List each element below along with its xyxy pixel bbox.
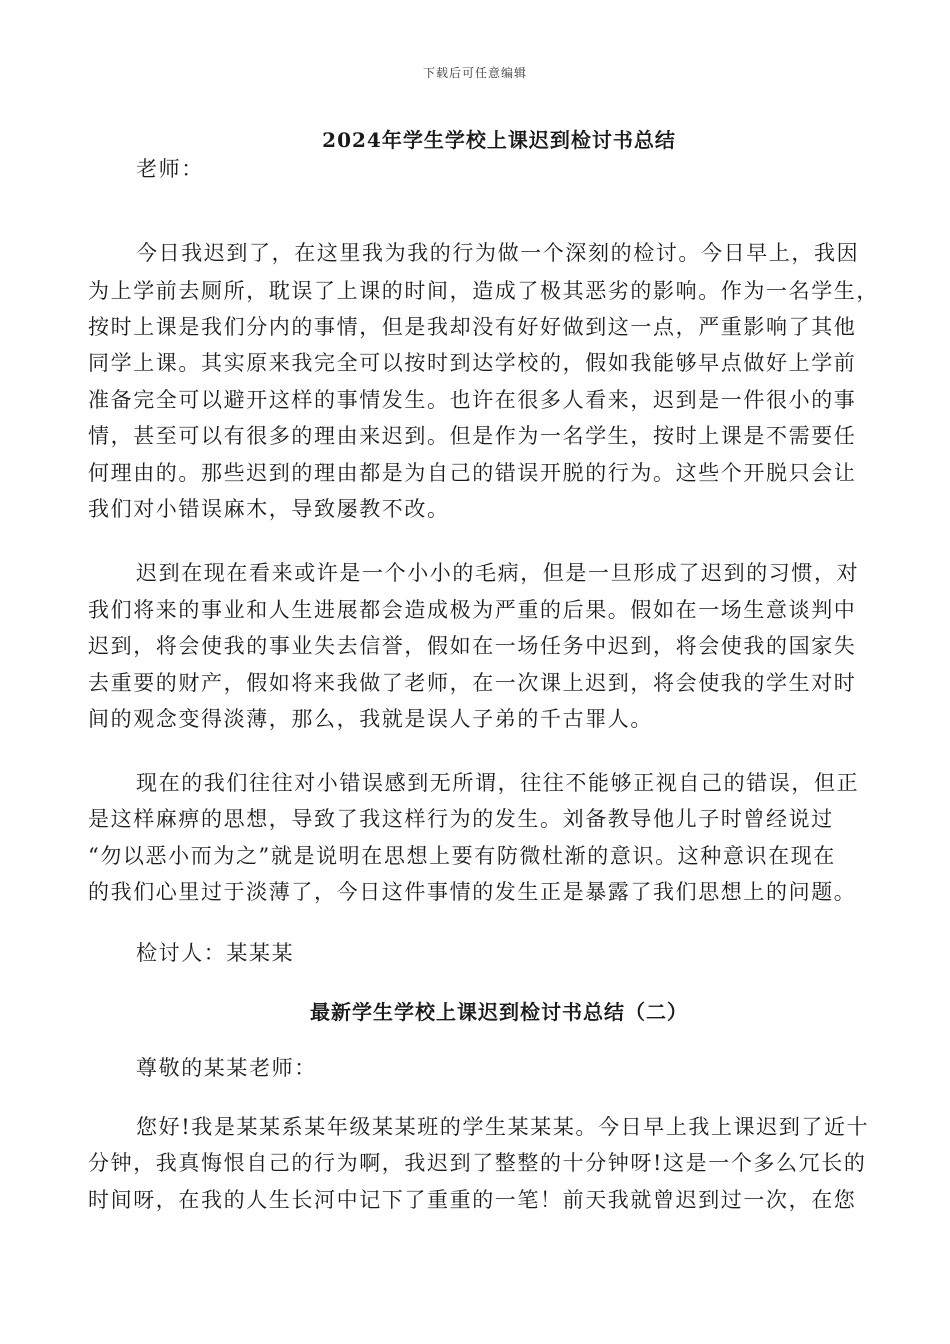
paragraph-line: 去重要的财产，假如将来我做了老师，在一次课上迟到，将会使我的学生对时	[88, 671, 857, 695]
paragraph-line: 分钟，我真悔恨自己的行为啊，我迟到了整整的十分钟呀!这是一个多么冗长的	[88, 1151, 867, 1175]
paragraph-line: 时间呀，在我的人生长河中记下了重重的一笔！前天我就曾迟到过一次，在您	[88, 1188, 857, 1212]
paragraph-line: 为上学前去厕所，耽误了上课的时间，造成了极其恶劣的影响。作为一名学生，	[88, 279, 879, 303]
paragraph-line: 现在的我们往往对小错误感到无所谓，往往不能够正视自己的错误，但正	[136, 771, 860, 795]
paragraph-line: 何理由的。那些迟到的理由都是为自己的错误开脱的行为。这些个开脱只会让	[88, 461, 857, 485]
paragraph-line: 是这样麻痹的思想，导致了我这样行为的发生。刘备教导他儿子时曾经说过	[88, 807, 834, 831]
paragraph-line: 我们将来的事业和人生进展都会造成极为严重的后果。假如在一场生意谈判中	[88, 598, 857, 622]
header-note: 下载后可任意编辑	[422, 66, 527, 80]
section-title: 最新学生学校上课迟到检讨书总结（二）	[310, 1000, 688, 1024]
signature: 检讨人：某某某	[136, 941, 295, 965]
paragraph-line: 今日我迟到了，在这里我为我的行为做一个深刻的检讨。今日早上，我因	[136, 241, 860, 265]
paragraph-line: 迟到在现在看来或许是一个小小的毛病，但是一旦形成了迟到的习惯，对	[136, 561, 860, 585]
paragraph-line: “勿以恶小而为之”就是说明在思想上要有防微杜渐的意识。这种意识在现在	[88, 844, 836, 868]
paragraph-line: 准备完全可以避开这样的事情发生。也许在很多人看来，迟到是一件很小的事	[88, 388, 857, 412]
salutation: 尊敬的某某老师：	[136, 1056, 317, 1080]
document-title: 2024年学生学校上课迟到检讨书总结	[322, 128, 676, 152]
paragraph-line: 迟到，将会使我的事业失去信誉，假如在一场任务中迟到，将会使我的国家失	[88, 634, 857, 658]
paragraph-line: 按时上课是我们分内的事情，但是我却没有好好做到这一点，严重影响了其他	[88, 315, 857, 339]
paragraph-line: 间的观念变得淡薄，那么，我就是误人子弟的千古罪人。	[88, 707, 653, 731]
paragraph-line: 同学上课。其实原来我完全可以按时到达学校的，假如我能够早点做好上学前	[88, 351, 857, 375]
salutation: 老师：	[136, 157, 204, 181]
paragraph-line: 情，甚至可以有很多的理由来迟到。但是作为一名学生，按时上课是不需要任	[88, 424, 857, 448]
paragraph-line: 您好!我是某某系某年级某某班的学生某某某。今日早上我上课迟到了近十	[136, 1115, 870, 1139]
paragraph-line: 我们对小错误麻木，导致屡教不改。	[88, 497, 450, 521]
paragraph-line: 的我们心里过于淡薄了，今日这件事情的发生正是暴露了我们思想上的问题。	[88, 880, 857, 904]
